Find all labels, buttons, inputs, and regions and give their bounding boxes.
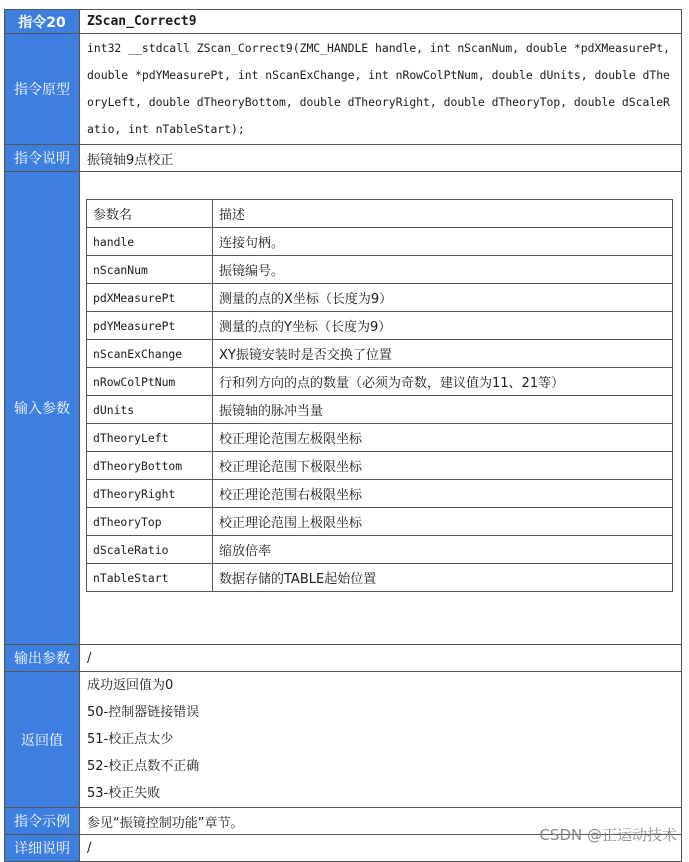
parameter-description: 振镜轴的脉冲当量 [213, 396, 673, 424]
outputs-row [5, 645, 682, 672]
parameter-name: dTheoryTop [87, 508, 213, 536]
prototype-row [5, 34, 682, 145]
command-doc-table [4, 9, 682, 862]
description-row [5, 145, 682, 172]
parameter-name: nTableStart [87, 564, 213, 592]
parameter-description: 测量的点的X坐标（长度为9） [213, 284, 673, 312]
outputs-label: 输出参数 [5, 645, 80, 672]
parameter-name: nRowColPtNum [87, 368, 213, 396]
parameter-description: 连接句柄。 [213, 228, 673, 256]
parameter-row [87, 312, 673, 340]
parameter-name: pdXMeasurePt [87, 284, 213, 312]
parameter-name: dTheoryLeft [87, 424, 213, 452]
returns-label: 返回值 [5, 672, 80, 808]
inputs-cell [80, 172, 682, 645]
parameter-row [87, 564, 673, 592]
parameter-row [87, 480, 673, 508]
parameter-name: handle [87, 228, 213, 256]
prototype-text: int32 __stdcall ZScan_Correct9(ZMC_HANDLE handle, int nScanNum, double *pdXMeasurePt, double *pdYMeasurePt, int nScanExChange, int nRowColPtNum, double dUnits, double dTheoryLeft, double dTheoryBottom, double dTheoryRight, double dTheoryTop, double dScaleRatio, int nTableStart); [80, 34, 682, 145]
inputs-row [5, 172, 682, 645]
col-name-header: 参数名 [87, 200, 213, 228]
example-text: 参见“振镜控制功能”章节。 [80, 808, 682, 835]
parameter-row [87, 256, 673, 284]
return-line: 成功返回值为0 [87, 678, 174, 693]
parameter-row [87, 452, 673, 480]
parameter-name: dTheoryRight [87, 480, 213, 508]
returns-cell [80, 672, 682, 808]
parameter-row [87, 228, 673, 256]
parameter-description: XY振镜安装时是否交换了位置 [213, 340, 673, 368]
parameter-name: nScanNum [87, 256, 213, 284]
parameter-row [87, 284, 673, 312]
parameter-name: dScaleRatio [87, 536, 213, 564]
return-line: 52-校正点数不正确 [87, 759, 200, 774]
parameter-header-row [87, 200, 673, 228]
parameter-row [87, 396, 673, 424]
returns-row [5, 672, 682, 808]
parameter-name: pdYMeasurePt [87, 312, 213, 340]
parameter-name: nScanExChange [87, 340, 213, 368]
parameter-name: dUnits [87, 396, 213, 424]
parameter-description: 缩放倍率 [213, 536, 673, 564]
parameter-description: 行和列方向的点的数量（必须为奇数，建议值为11、21等） [213, 368, 673, 396]
parameter-row [87, 536, 673, 564]
description-text: 振镜轴9点校正 [80, 145, 682, 172]
parameter-row [87, 340, 673, 368]
description-label: 指令说明 [5, 145, 80, 172]
parameter-row [87, 424, 673, 452]
parameter-description: 数据存储的TABLE起始位置 [213, 564, 673, 592]
inputs-label: 输入参数 [5, 172, 80, 645]
parameter-description: 校正理论范围下极限坐标 [213, 452, 673, 480]
return-line: 51-校正点太少 [87, 732, 174, 747]
parameter-description: 校正理论范围左极限坐标 [213, 424, 673, 452]
watermark: CSDN @正运动技术 [539, 826, 677, 844]
parameter-row [87, 508, 673, 536]
parameter-description: 测量的点的Y坐标（长度为9） [213, 312, 673, 340]
return-line: 53-校正失败 [87, 786, 161, 801]
command-name: ZScan_Correct9 [80, 10, 682, 34]
parameter-table [86, 199, 673, 592]
command-number-label: 指令20 [5, 10, 80, 34]
parameter-description: 校正理论范围右极限坐标 [213, 480, 673, 508]
detail-label: 详细说明 [5, 835, 80, 862]
prototype-label: 指令原型 [5, 34, 80, 145]
parameter-description: 振镜编号。 [213, 256, 673, 284]
parameter-description: 校正理论范围上极限坐标 [213, 508, 673, 536]
detail-text: / [80, 835, 682, 862]
outputs-text: / [80, 645, 682, 672]
col-desc-header: 描述 [213, 200, 673, 228]
example-label: 指令示例 [5, 808, 80, 835]
return-line: 50-控制器链接错误 [87, 705, 200, 720]
header-row [5, 10, 682, 34]
parameter-name: dTheoryBottom [87, 452, 213, 480]
parameter-row [87, 368, 673, 396]
